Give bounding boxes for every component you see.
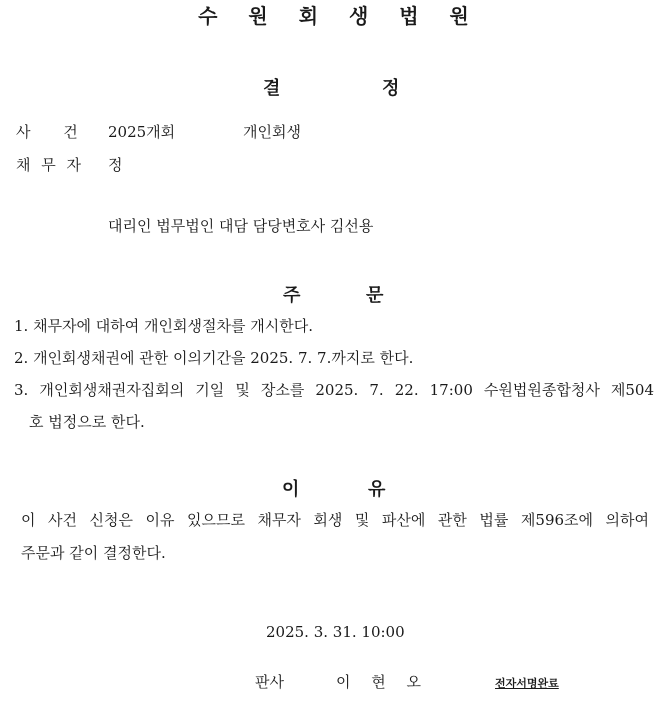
reason-line-2: 주문과 같이 결정한다. [21,544,166,562]
reason-line-1: 이 사건 신청은 이유 있으므로 채무자 회생 및 파산에 관한 법률 제596조에 의하여 [21,511,649,529]
order-heading-left: 주 [283,285,301,306]
electronic-signature: 전자서명완료 [495,677,559,690]
reason-heading-left: 이 [282,479,300,500]
doc-type-left: 결 [263,78,281,99]
representative: 대리인 법무법인 대담 담당변호사 김선용 [108,217,374,235]
debtor-label: 채 무 자 [16,156,82,174]
judge-name: 이 현 오 [336,673,422,691]
case-number: 2025개회 [108,123,176,141]
order-item-2: 2. 개인회생채권에 관한 이의기간을 2025. 7. 7.까지로 한다. [14,349,414,367]
case-type: 개인회생 [243,123,301,141]
order-heading-right: 문 [366,285,384,306]
debtor-name: 정 [108,156,123,174]
order-item-3-cont: 호 법정으로 한다. [29,413,145,431]
judge-title: 판사 [255,673,284,691]
case-label: 사 건 [16,123,78,141]
order-item-1: 1. 채무자에 대하여 개인회생절차를 개시한다. [14,317,313,335]
order-item-3: 3. 개인회생채권자집회의 기일 및 장소를 2025. 7. 22. 17:00 수원법원종합청사 제504 [14,381,654,399]
reason-heading-right: 유 [368,479,386,500]
decision-date: 2025. 3. 31. 10:00 [266,623,405,641]
court-name: 수 원 회 생 법 원 [198,4,471,28]
doc-type-right: 정 [382,78,400,99]
